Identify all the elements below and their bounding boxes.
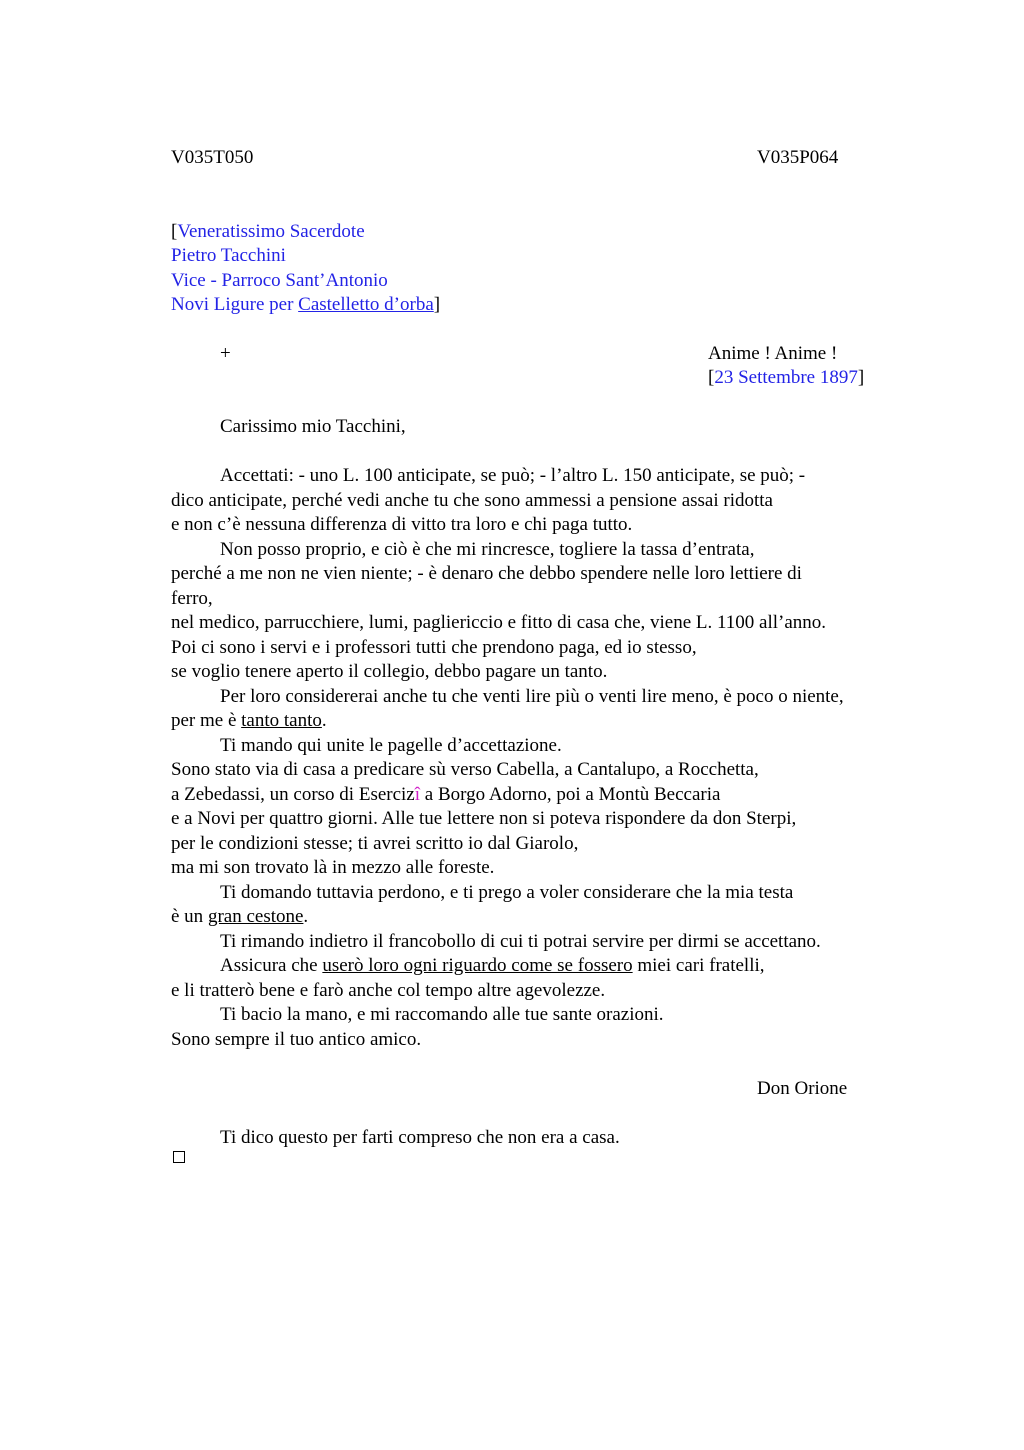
body-text: a Zebedassi, un corso di Esercizî — [171, 784, 421, 805]
address-recipient-title: Veneratissimo Sacerdote — [177, 221, 365, 242]
body-line — [171, 905, 308, 929]
body-text: a Borgo Adorno, poi a Montù Beccaria — [420, 784, 721, 805]
body-line: Sono sempre il tuo antico amico. — [171, 1029, 422, 1050]
body-text: . — [303, 906, 309, 927]
body-line: perché a me non ne vien niente; - è denaro che debbo spendere nelle loro lettiere di — [171, 563, 802, 584]
document-code-right: V035P064 — [757, 147, 839, 168]
body-line: per le condizioni stesse; ti avrei scritto io dal Giarolo, — [171, 833, 579, 854]
highlighted-char: î — [414, 784, 421, 805]
body-line: se voglio tenere aperto il collegio, debbo pagare un tanto. — [171, 661, 608, 682]
body-line: e a Novi per quattro giorni. Alle tue lettere non si poteva rispondere da don Sterpi, — [171, 808, 797, 829]
date-value: 23 Settembre 1897 — [714, 367, 858, 388]
body-line — [171, 783, 720, 807]
body-line: Per loro considererai anche tu che venti lire più o venti lire meno, è poco o niente, — [220, 686, 844, 707]
end-marker-box — [173, 1151, 185, 1163]
body-line: dico anticipate, perché vedi anche tu che sono ammessi a pensione assai ridotta — [171, 490, 773, 511]
body-line: Ti rimando indietro il francobollo di cui ti potrai servire per dirmi se accettano. — [220, 931, 821, 952]
underlined-phrase: tanto tanto — [241, 710, 322, 731]
body-line: Accettati: - uno L. 100 anticipate, se può; - l’altro L. 150 anticipate, se può; - — [220, 465, 806, 486]
address-close-bracket: ] — [433, 294, 441, 315]
date-close-bracket: ] — [857, 367, 865, 388]
body-line: Sono stato via di casa a predicare sù verso Cabella, a Cantalupo, a Rocchetta, — [171, 759, 759, 780]
body-line: ma mi son trovato là in mezzo alle foreste. — [171, 857, 495, 878]
body-line: Non posso proprio, e ciò è che mi rincresce, togliere la tassa d’entrata, — [220, 539, 755, 560]
body-text: Assicura che — [220, 955, 323, 976]
date-open-bracket: [ — [708, 367, 715, 388]
document-code-left: V035T050 — [171, 147, 254, 168]
body-text: miei cari fratelli, — [632, 955, 765, 976]
body-line: ferro, — [171, 588, 213, 609]
postscript: Ti dico questo per farti compreso che non era a casa. — [220, 1127, 620, 1148]
underlined-phrase: gran cestone — [207, 906, 304, 927]
body-text: per me è — [171, 710, 242, 731]
body-line: Ti domando tuttavia perdono, e ti prego a voler considerare che la mia testa — [220, 882, 794, 903]
letter-date — [708, 366, 864, 390]
address-line-1 — [171, 220, 365, 244]
address-place: Castelletto d’orba — [298, 294, 434, 315]
body-line: Poi ci sono i servi e i professori tutti che prendono paga, ed io stesso, — [171, 637, 697, 658]
body-text: è un — [171, 906, 208, 927]
signature: Don Orione — [757, 1078, 848, 1099]
address-open-bracket: [ — [171, 221, 178, 242]
address-city: Novi Ligure per — [171, 294, 299, 315]
motto: Anime ! Anime ! — [708, 343, 838, 364]
address-line-2: Pietro Tacchini — [171, 245, 286, 266]
body-text: . — [321, 710, 327, 731]
body-line: e li tratterò bene e farò anche col tempo altre agevolezze. — [171, 980, 606, 1001]
body-line: Ti bacio la mano, e mi raccomando alle tue sante orazioni. — [220, 1004, 664, 1025]
body-line: e non c’è nessuna differenza di vitto tra loro e chi paga tutto. — [171, 514, 633, 535]
underlined-phrase: userò loro ogni riguardo come se fossero — [322, 955, 633, 976]
body-line: Ti mando qui unite le pagelle d’accettazione. — [220, 735, 562, 756]
cross-symbol: + — [220, 343, 231, 364]
body-line — [171, 709, 327, 733]
salutation: Carissimo mio Tacchini, — [220, 416, 406, 437]
address-line-3: Vice - Parroco Sant’Antonio — [171, 270, 388, 291]
body-line — [220, 954, 765, 978]
address-line-4 — [171, 293, 440, 317]
body-line: nel medico, parrucchiere, lumi, pagliericcio e fitto di casa che, viene L. 1100 all’anno. — [171, 612, 827, 633]
